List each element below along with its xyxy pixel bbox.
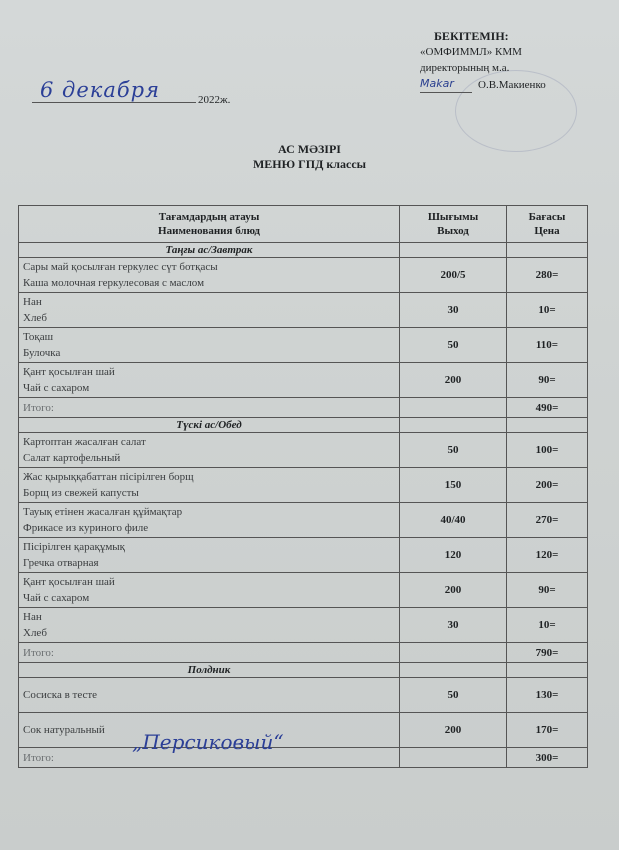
table-row <box>19 363 588 398</box>
total-label: Итого: <box>19 748 400 768</box>
dish-name-ru: Фрикасе из куриного филе <box>23 522 149 534</box>
dish-name <box>19 468 400 503</box>
dish-price: 270= <box>507 503 588 538</box>
dish-price: 110= <box>507 328 588 363</box>
header-dish-name <box>19 206 400 243</box>
table-row <box>19 293 588 328</box>
dish-name-ru: Хлеб <box>23 312 47 324</box>
dish-output: 200 <box>400 363 507 398</box>
dish-name-kz: Тоқаш <box>23 331 54 343</box>
date-year: 2022ж. <box>198 94 231 106</box>
dish-name-kz: Пісірілген қарақұмық <box>23 541 126 553</box>
header-out-kz: Шығымы <box>427 211 479 223</box>
dish-name-kz: Картоптан жасалған салат <box>23 436 146 448</box>
approval-heading: БЕКІТЕМІН: <box>434 29 509 43</box>
date-underline <box>32 102 196 103</box>
dish-name-ru: Чай с сахаром <box>23 592 90 604</box>
approval-org: «ОМФИММЛ» КММ <box>420 46 522 58</box>
dish-output: 40/40 <box>400 503 507 538</box>
header-price-kz: Бағасы <box>528 211 566 223</box>
dish-name <box>19 573 400 608</box>
total-label: Итого: <box>19 643 400 663</box>
dish-output: 50 <box>400 678 507 713</box>
approval-block <box>420 28 610 93</box>
dish-name-ru: Булочка <box>23 347 61 359</box>
dish-name-ru: Борщ из свежей капусты <box>23 487 139 499</box>
table-row <box>19 713 588 748</box>
dish-name-ru: Гречка отварная <box>23 557 99 569</box>
table-row <box>19 433 588 468</box>
page-subtitle: МЕНЮ ГПД классы <box>252 157 367 171</box>
handwritten-note: „Персиковый“ <box>132 730 284 754</box>
empty-cell <box>400 243 507 258</box>
table-row <box>19 678 588 713</box>
dish-output: 50 <box>400 328 507 363</box>
dish-output: 50 <box>400 433 507 468</box>
dish-output: 30 <box>400 293 507 328</box>
total-row-lunch <box>19 643 588 663</box>
empty-cell <box>400 398 507 418</box>
signature: Makar <box>420 76 472 93</box>
header-name-ru: Наименования блюд <box>158 225 260 237</box>
dish-name <box>19 258 400 293</box>
dish-name <box>19 678 400 713</box>
dish-output: 150 <box>400 468 507 503</box>
dish-name-ru: Сосиска в тесте <box>23 689 98 701</box>
dish-name-ru: Сок натуральный <box>23 724 105 736</box>
section-title: Түскі ас/Обед <box>19 418 400 433</box>
dish-name-ru: Чай с сахаром <box>23 382 90 394</box>
header-name-kz: Тағамдардың атауы <box>158 211 260 223</box>
total-row-breakfast <box>19 398 588 418</box>
dish-output: 200 <box>400 713 507 748</box>
dish-price: 120= <box>507 538 588 573</box>
dish-price: 200= <box>507 468 588 503</box>
dish-name <box>19 538 400 573</box>
dish-name-ru: Хлеб <box>23 627 47 639</box>
empty-cell <box>400 663 507 678</box>
table-row <box>19 503 588 538</box>
empty-cell <box>507 418 588 433</box>
dish-price: 170= <box>507 713 588 748</box>
dish-name-kz: Жас қырыққабаттан пісірілген борщ <box>23 471 194 483</box>
table-row <box>19 608 588 643</box>
empty-cell <box>400 748 507 768</box>
total-value: 790= <box>507 643 588 663</box>
header-price-ru: Цена <box>534 225 560 237</box>
approval-name: О.В.Макиенко <box>478 79 546 91</box>
total-label: Итого: <box>19 398 400 418</box>
empty-cell <box>507 243 588 258</box>
page-title: АС МӘЗІРІ <box>278 142 341 156</box>
empty-cell <box>400 643 507 663</box>
table-row <box>19 258 588 293</box>
table-row <box>19 573 588 608</box>
section-row-breakfast <box>19 243 588 258</box>
dish-price: 130= <box>507 678 588 713</box>
date-line <box>28 80 258 110</box>
dish-name-kz: Сары май қосылған геркулес сүт ботқасы <box>23 261 218 273</box>
dish-name <box>19 503 400 538</box>
header-output <box>400 206 507 243</box>
header-out-ru: Выход <box>437 225 469 237</box>
dish-output: 200/5 <box>400 258 507 293</box>
dish-output: 120 <box>400 538 507 573</box>
section-row-snack <box>19 663 588 678</box>
dish-name-kz: Нан <box>23 611 42 623</box>
dish-name <box>19 293 400 328</box>
total-value: 490= <box>507 398 588 418</box>
header-price <box>507 206 588 243</box>
section-title: Таңғы ас/Завтрак <box>19 243 400 258</box>
dish-name-ru: Каша молочная геркулесовая с маслом <box>23 277 205 289</box>
dish-price: 90= <box>507 363 588 398</box>
handwritten-date: 6 декабря <box>40 78 160 102</box>
dish-name <box>19 363 400 398</box>
dish-price: 90= <box>507 573 588 608</box>
dish-price: 10= <box>507 608 588 643</box>
dish-output: 200 <box>400 573 507 608</box>
dish-name-kz: Нан <box>23 296 42 308</box>
table-row <box>19 328 588 363</box>
dish-price: 10= <box>507 293 588 328</box>
dish-price: 100= <box>507 433 588 468</box>
empty-cell <box>400 418 507 433</box>
section-row-lunch <box>19 418 588 433</box>
dish-name-kz: Тауық етінен жасалған құймақтар <box>23 506 183 518</box>
dish-output: 30 <box>400 608 507 643</box>
table-row <box>19 538 588 573</box>
dish-name-ru: Салат картофельный <box>23 452 121 464</box>
header-row <box>19 206 588 243</box>
dish-name-kz: Қант қосылған шай <box>23 576 115 588</box>
empty-cell <box>507 663 588 678</box>
approval-role: директорының м.а. <box>420 62 510 74</box>
section-title: Полдник <box>19 663 400 678</box>
dish-price: 280= <box>507 258 588 293</box>
total-row-snack <box>19 748 588 768</box>
table-row <box>19 468 588 503</box>
menu-table <box>18 205 588 768</box>
total-value: 300= <box>507 748 588 768</box>
dish-name <box>19 433 400 468</box>
dish-name <box>19 608 400 643</box>
dish-name-kz: Қант қосылған шай <box>23 366 115 378</box>
dish-name <box>19 328 400 363</box>
